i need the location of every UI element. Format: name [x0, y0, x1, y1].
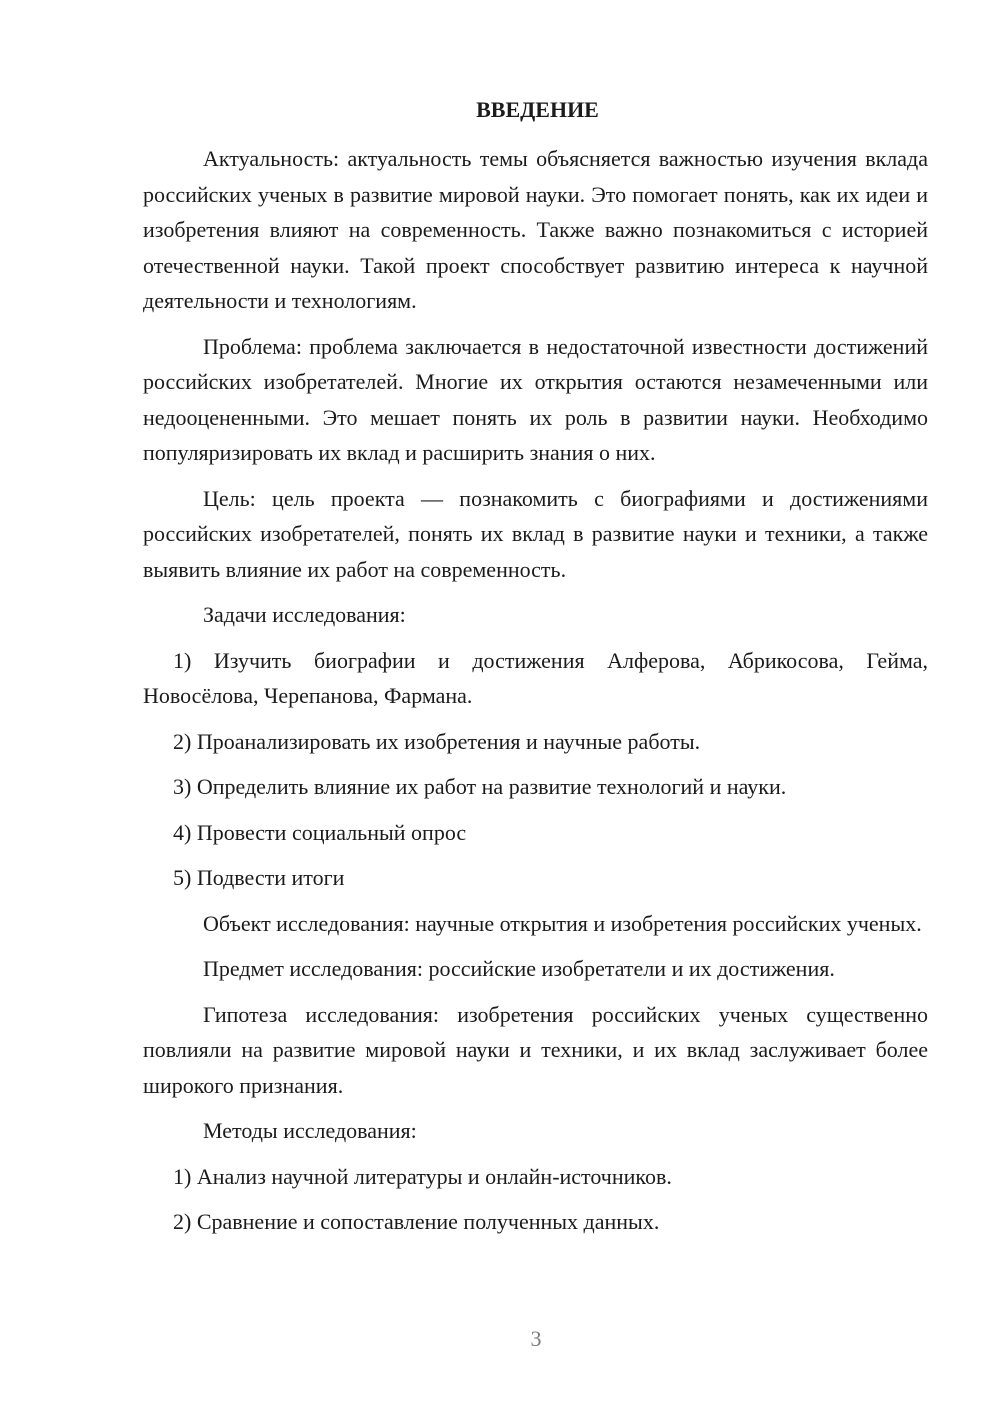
paragraph-object: Объект исследования: научные открытия и изобретения российских ученых.: [203, 910, 922, 936]
method-item-1: 1) Анализ научной литературы и онлайн-источников.: [173, 1163, 672, 1189]
tasks-heading: Задачи исследования:: [203, 602, 406, 627]
methods-heading: Методы исследования:: [203, 1118, 417, 1143]
section-title: ВВЕДЕНИЕ: [476, 97, 599, 122]
paragraph-relevance: Актуальность: актуальность темы объясняется важностью изучения вклада российских ученых в развитие мировой науки. Это помогает понять, как их идеи и изобретения влияют на современность. Также важно познакомиться с историей отечественной науки. Такой проект способствует развитию интереса к научной деятельности и технологиям.: [143, 146, 928, 313]
task-item-3: 3) Определить влияние их работ на развитие технологий и науки.: [173, 774, 787, 799]
paragraph-problem: Проблема: проблема заключается в недостаточной известности достижений российских изобретателей. Многие их открытия остаются незамеченными или недооцененными. Это мешает понять их роль в развитии науки. Необходимо популяризировать их вклад и расширить знания о них.: [143, 333, 928, 465]
task-item-5: 5) Подвести итоги: [173, 865, 345, 890]
task-item-1: 1) Изучить биографии и достижения Алферова, Абрикосова, Гейма, Новосёлова, Черепанова, Фармана.: [143, 647, 928, 708]
paragraph-subject: Предмет исследования: российские изобретатели и их достижения.: [203, 956, 835, 981]
paragraph-hypothesis: Гипотеза исследования: изобретения российских ученых существенно повлияли на развитие мировой науки и техники, и их вклад заслуживает более широкого признания.: [143, 1001, 928, 1098]
task-item-4: 4) Провести социальный опрос: [173, 819, 467, 845]
text-area: [143, 92, 928, 1240]
page-number: 3: [530, 1326, 542, 1351]
paragraph-goal: Цель: цель проекта — познакомить с биографиями и достижениями российских изобретателей, понять их вклад в развитие науки и техники, а также выявить влияние их работ на современность.: [143, 485, 928, 582]
method-item-2: 2) Сравнение и сопоставление полученных данных.: [173, 1209, 660, 1234]
task-item-2: 2) Проанализировать их изобретения и научные работы.: [173, 728, 701, 754]
